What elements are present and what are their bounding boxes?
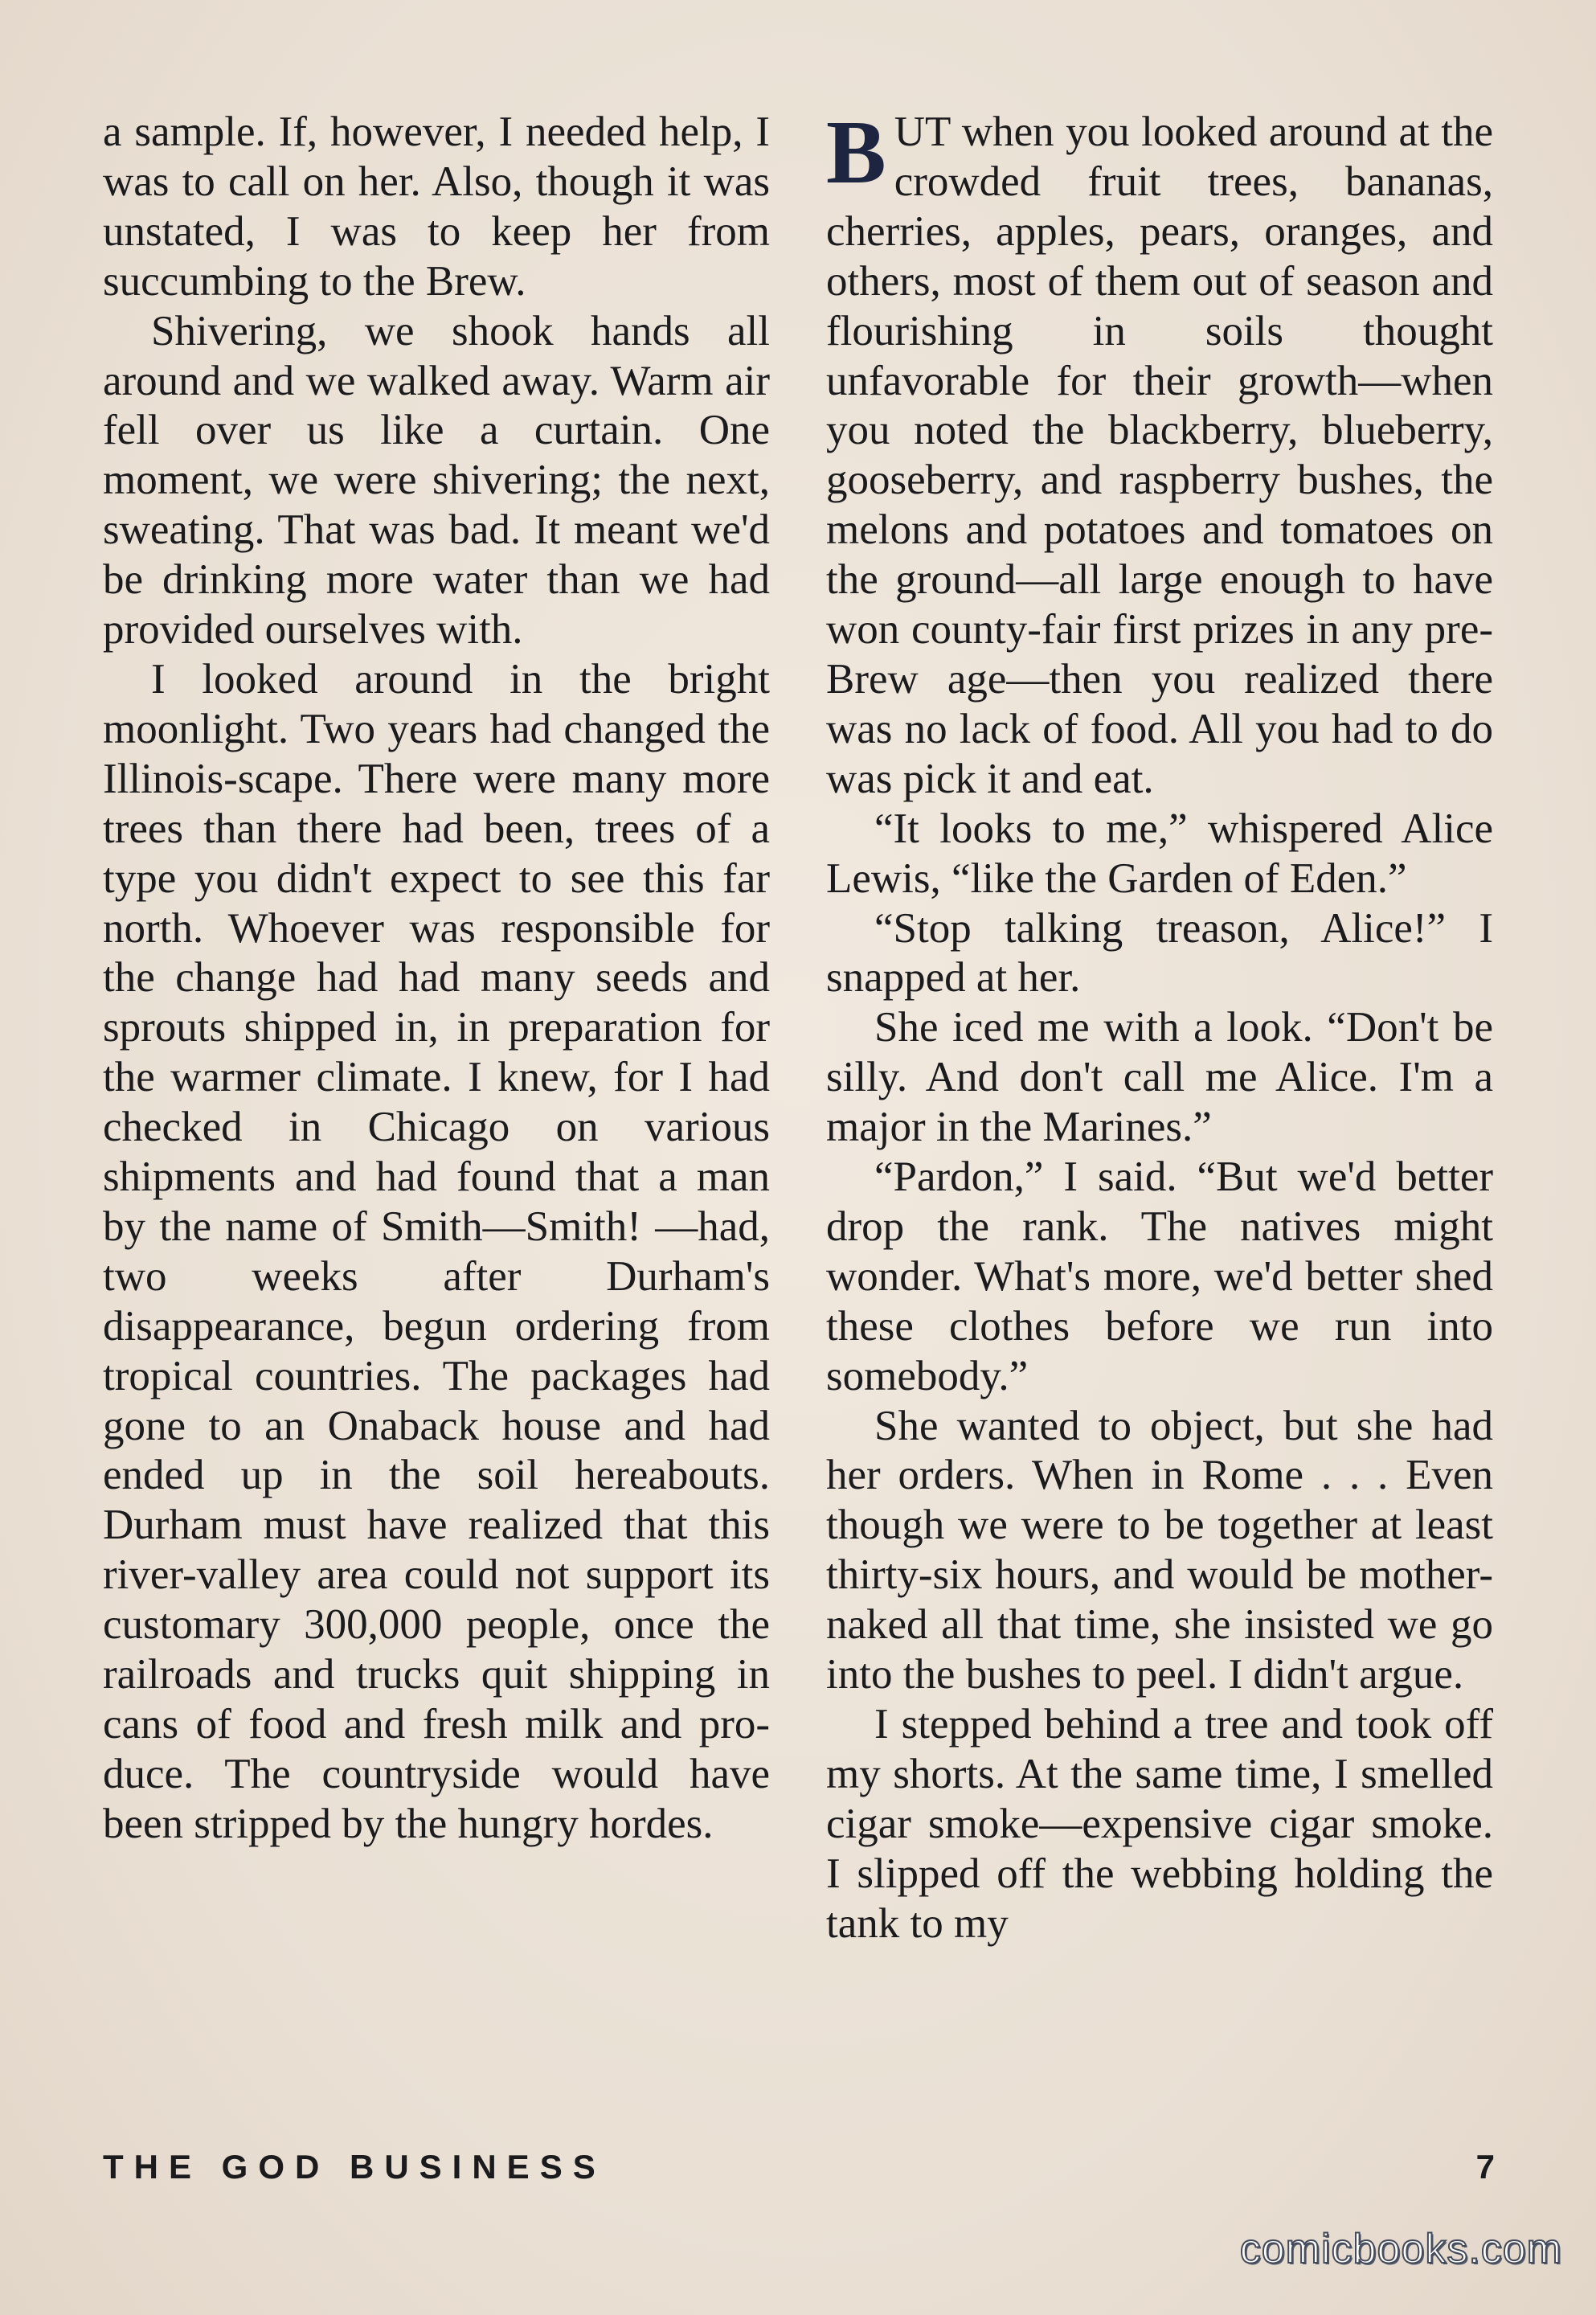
page-footer: [103, 2148, 1495, 2196]
page-number: 7: [1475, 2148, 1495, 2186]
paragraph: Shivering, we shook hands all around and we walked away. Warm air fell over us like a curtain. One moment, we were shivering; the next, sweating. That was bad. It meant we'd be drinking more water than we had provided ourselves with.: [103, 307, 770, 654]
paragraph: a sample. If, however, I needed help, I was to call on her. Also, though it was unstated, I was to keep her from succumbing to the Brew.: [103, 109, 770, 305]
paragraph: “Stop talking treason, Alice!” I snapped at her.: [826, 904, 1493, 1002]
paragraph: “Pardon,” I said. “But we'd better drop the rank. The natives might wonder. What's more, we'd better shed these clothes before we run into somebody.”: [826, 1153, 1493, 1399]
paragraph-text: UT when you looked around at the crowded fruit trees, bananas, cherries, apples, pears, oranges, and others, most of them out of season and flourishing in soils thought unfavorable for their growth—when you noted the blackberry, blueberry, gooseberry, and raspberry bushes, the melons and potatoes and tomatoes on the ground—all large enough to have won county-fair first prizes in any pre-Brew age—then you realized there was no lack of food. All you had to do was pick it and eat.: [826, 109, 1493, 802]
drop-cap: B: [826, 103, 886, 203]
paragraph: [826, 103, 1493, 805]
paragraph: She wanted to object, but she had her orders. When in Rome . . . Even though we were to be together at least thirty-six hours, and would be mother-naked all that time, she insisted we go into the bushes to peel. I didn't argue.: [826, 1402, 1493, 1698]
right-column: [826, 103, 1493, 1949]
left-column: [103, 108, 770, 1850]
paragraph: “It looks to me,” whispered Alice Lewis, “like the Garden of Eden.”: [826, 805, 1493, 902]
paragraph: I looked around in the bright moonlight. Two years had changed the Illinois-scape. There were many more trees than there had been, trees of a type you didn't expect to see this far north. Whoever was responsible for the change had had many seeds and sprouts shipped in, in preparation for the warmer climate. I knew, for I had checked in Chicago on various shipments and had found that a man by the name of Smith—Smith! —had, two weeks after Durham's disappearance, begun ordering from tropical countries. The packages had gone to an Onaback house and had ended up in the soil hereabouts. Durham must have realized that this river-valley area could not support its customary 300,000 people, once the railroads and trucks quit shipping in cans of food and fresh milk and produce. The countryside would have been stripped by the hungry hordes.: [103, 655, 770, 1847]
paragraph: She iced me with a look. “Don't be silly. And don't call me Alice. I'm a major in the Marines.”: [826, 1004, 1493, 1151]
paragraph: I stepped behind a tree and took off my shorts. At the same time, I smelled cigar smoke—expensive cigar smoke. I slipped off the webbing holding the tank to my: [826, 1701, 1493, 1947]
running-head: THE GOD BUSINESS: [103, 2148, 606, 2186]
watermark: comicbooks.com: [1239, 2226, 1562, 2272]
